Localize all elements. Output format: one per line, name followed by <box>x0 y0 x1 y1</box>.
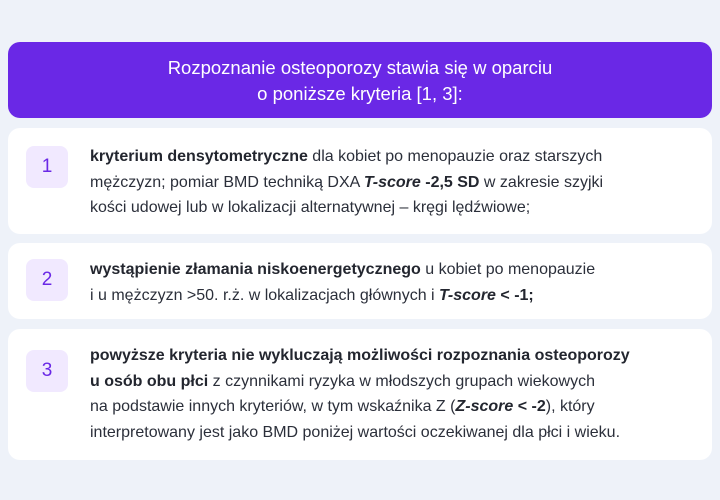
criterion-3-line-1 <box>90 343 690 369</box>
criterion-card-2 <box>8 243 712 319</box>
criterion-number-2: 2 <box>26 259 68 301</box>
criterion-2-tscore <box>439 287 534 304</box>
header-line-1: Rozpoznanie osteoporozy stawia się w oparciu <box>167 57 553 78</box>
criterion-3-zscore-value: < -2 <box>513 398 546 415</box>
criterion-2-text-1: u kobiet po menopauzie <box>420 261 596 278</box>
criterion-number-1: 1 <box>26 146 68 188</box>
criterion-text-2 <box>90 257 690 308</box>
criterion-3-line-4: interpretowany jest jako BMD poniżej wartości oczekiwanej dla płci i wieku. <box>90 423 621 441</box>
criterion-1-tscore-label: T-score <box>363 173 421 191</box>
criterion-1-line-3: kości udowej lub w lokalizacji alternatywnej – kręgi lędźwiowe; <box>90 199 531 216</box>
criterion-2-text-2: i u mężczyzn >50. r.ż. w lokalizacjach głównych i <box>90 286 440 304</box>
criterion-text-1 <box>90 144 690 221</box>
criterion-1-line-1 <box>90 144 690 170</box>
criterion-1-tscore <box>364 174 480 191</box>
criterion-number-3: 3 <box>26 350 68 392</box>
criterion-1-text-3: w zakresie szyjki <box>479 173 604 191</box>
criterion-3-text-3: ), który <box>545 398 595 415</box>
criterion-2-bold-title: wystąpienie złamania niskoenergetycznego <box>90 261 421 278</box>
criterion-3-zscore-label: Z-score <box>455 398 514 415</box>
criterion-1-line-2 <box>90 170 690 196</box>
criterion-card-3 <box>8 329 712 460</box>
criterion-text-3 <box>90 343 690 445</box>
criterion-2-tscore-label: T-score <box>439 286 496 304</box>
criterion-3-text-2: na podstawie innych kryteriów, w tym wskaźnika Z ( <box>90 398 456 415</box>
criterion-2-line-1 <box>90 257 690 283</box>
criterion-1-bold-title: kryterium densytometryczne <box>90 148 308 165</box>
criterion-2-tscore-value: < -1; <box>495 286 534 304</box>
criterion-2-line-2 <box>90 283 690 309</box>
criterion-1-text-2: mężczyzn; pomiar BMD techniką DXA <box>90 173 364 191</box>
criterion-3-line-3 <box>90 394 690 420</box>
criterion-3-bold-title: powyższe kryteria nie wykluczają możliwości rozpoznania osteoporozy <box>90 347 630 364</box>
criterion-3-line-2 <box>90 369 690 395</box>
criterion-card-1 <box>8 128 712 234</box>
criterion-3-bold-2: u osób obu płci <box>90 372 209 390</box>
criteria-header <box>8 42 712 118</box>
criterion-3-text-1: z czynnikami ryzyka w młodszych grupach wiekowych <box>208 372 596 390</box>
criterion-1-tscore-value: -2,5 SD <box>420 173 480 191</box>
criterion-3-zscore <box>455 398 545 415</box>
criterion-1-text-1: dla kobiet po menopauzie oraz starszych <box>307 148 603 165</box>
header-line-2: o poniższe kryteria [1, 3]: <box>257 83 463 104</box>
